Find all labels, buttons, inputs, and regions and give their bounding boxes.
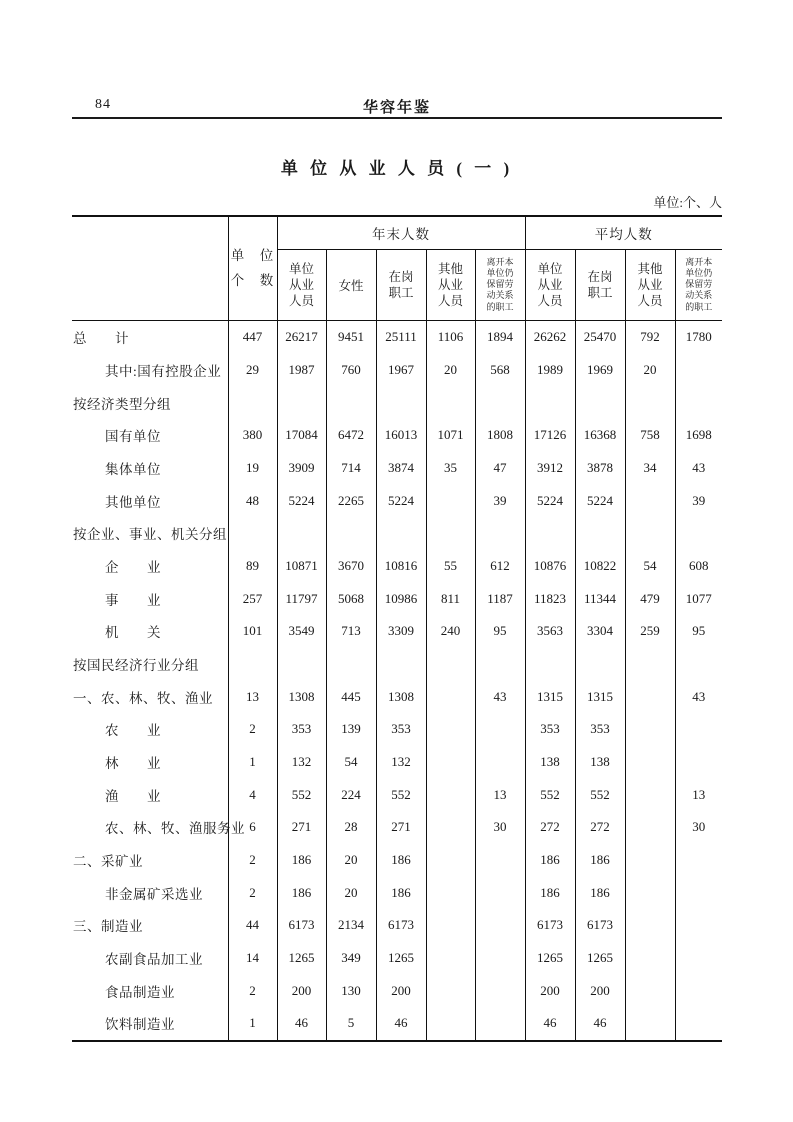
value-cell <box>426 517 475 550</box>
col-header-yearend-onduty <box>376 250 426 321</box>
value-cell <box>625 974 675 1007</box>
value-cell: 3563 <box>525 615 575 648</box>
col-header-label: 其他从业人员 <box>637 261 663 309</box>
value-cell: 130 <box>326 974 376 1007</box>
value-cell <box>625 844 675 877</box>
value-cell <box>426 484 475 517</box>
value-cell: 5224 <box>575 484 625 517</box>
value-cell: 760 <box>326 354 376 387</box>
value-cell <box>625 648 675 681</box>
row-label-cell: 农副食品加工业 <box>72 942 228 975</box>
table-row <box>72 484 722 517</box>
value-cell: 1987 <box>277 354 326 387</box>
col-header-yearend-employees <box>277 250 326 321</box>
value-cell: 186 <box>277 844 326 877</box>
value-cell: 44 <box>228 909 277 942</box>
value-cell: 25111 <box>376 321 426 354</box>
row-label-cell: 渔 业 <box>72 778 228 811</box>
table-row <box>72 550 722 583</box>
value-cell <box>426 1007 475 1041</box>
row-label-cell: 机 关 <box>72 615 228 648</box>
row-label-cell: 二、采矿业 <box>72 844 228 877</box>
col-header-average-employees <box>525 250 575 321</box>
col-header-yearend-other <box>426 250 475 321</box>
col-header-label: 离开本单位仍保留劳动关系的职工 <box>685 256 713 312</box>
value-cell: 6472 <box>326 419 376 452</box>
value-cell: 20 <box>326 844 376 877</box>
value-cell <box>426 844 475 877</box>
col-header-label: 单位从业人员 <box>537 261 563 309</box>
value-cell: 39 <box>675 484 722 517</box>
row-label-cell: 农、林、牧、渔服务业 <box>72 811 228 844</box>
value-cell <box>426 909 475 942</box>
table-row <box>72 1007 722 1041</box>
value-cell <box>228 386 277 419</box>
value-cell: 6173 <box>525 909 575 942</box>
value-cell: 20 <box>326 876 376 909</box>
value-cell: 4 <box>228 778 277 811</box>
row-label-cell: 集体单位 <box>72 452 228 485</box>
value-cell <box>625 713 675 746</box>
value-cell <box>475 844 525 877</box>
value-cell: 16013 <box>376 419 426 452</box>
value-cell <box>426 942 475 975</box>
value-cell: 34 <box>625 452 675 485</box>
value-cell: 1265 <box>277 942 326 975</box>
average-group-header: 平均人数 <box>525 216 722 250</box>
value-cell <box>426 648 475 681</box>
value-cell: 2 <box>228 876 277 909</box>
value-cell <box>326 648 376 681</box>
value-cell: 1 <box>228 746 277 779</box>
value-cell <box>675 876 722 909</box>
value-cell: 3304 <box>575 615 625 648</box>
value-cell: 28 <box>326 811 376 844</box>
value-cell: 1308 <box>277 680 326 713</box>
row-label-cell: 按国民经济行业分组 <box>72 648 228 681</box>
value-cell <box>426 974 475 1007</box>
value-cell <box>675 942 722 975</box>
value-cell: 2134 <box>326 909 376 942</box>
value-cell: 13 <box>675 778 722 811</box>
value-cell: 259 <box>625 615 675 648</box>
table-row <box>72 615 722 648</box>
value-cell: 792 <box>625 321 675 354</box>
row-label-cell: 事 业 <box>72 582 228 615</box>
value-cell: 25470 <box>575 321 625 354</box>
value-cell: 17126 <box>525 419 575 452</box>
table-body <box>72 321 722 1041</box>
value-cell: 3874 <box>376 452 426 485</box>
value-cell: 2265 <box>326 484 376 517</box>
value-cell: 200 <box>277 974 326 1007</box>
col-header-average-onduty <box>575 250 625 321</box>
value-cell: 479 <box>625 582 675 615</box>
row-label-cell: 非金属矿采选业 <box>72 876 228 909</box>
value-cell: 10816 <box>376 550 426 583</box>
corner-cell <box>72 216 228 321</box>
value-cell <box>376 517 426 550</box>
value-cell: 1967 <box>376 354 426 387</box>
value-cell: 54 <box>326 746 376 779</box>
value-cell: 139 <box>326 713 376 746</box>
table-row <box>72 811 722 844</box>
value-cell: 132 <box>376 746 426 779</box>
unit-count-line2: 个 数 <box>230 272 275 288</box>
col-header-label: 其他从业人员 <box>437 261 463 309</box>
value-cell: 3909 <box>277 452 326 485</box>
book-title: 华容年鉴 <box>362 100 431 116</box>
value-cell: 29 <box>228 354 277 387</box>
row-label-cell: 林 业 <box>72 746 228 779</box>
value-cell <box>675 354 722 387</box>
row-label-cell: 其中:国有控股企业 <box>72 354 228 387</box>
value-cell: 271 <box>376 811 426 844</box>
table-row <box>72 354 722 387</box>
value-cell <box>326 386 376 419</box>
unit-count-line1: 单 位 <box>230 248 275 264</box>
value-cell: 447 <box>228 321 277 354</box>
value-cell: 10986 <box>376 582 426 615</box>
value-cell: 445 <box>326 680 376 713</box>
unit-count-header <box>228 216 277 321</box>
value-cell: 9451 <box>326 321 376 354</box>
value-cell: 43 <box>675 680 722 713</box>
value-cell: 16368 <box>575 419 625 452</box>
value-cell <box>475 648 525 681</box>
table-row <box>72 648 722 681</box>
col-header-label: 女性 <box>338 279 364 293</box>
value-cell: 43 <box>475 680 525 713</box>
value-cell: 353 <box>525 713 575 746</box>
value-cell: 1969 <box>575 354 625 387</box>
row-label-cell: 其他单位 <box>72 484 228 517</box>
value-cell: 1308 <box>376 680 426 713</box>
value-cell <box>675 974 722 1007</box>
value-cell <box>625 778 675 811</box>
table-row <box>72 974 722 1007</box>
value-cell <box>277 517 326 550</box>
unit-note: 单位:个、人 <box>653 195 722 210</box>
col-header-yearend-left-retained <box>475 250 525 321</box>
value-cell: 1106 <box>426 321 475 354</box>
value-cell <box>525 648 575 681</box>
value-cell <box>475 746 525 779</box>
table-row <box>72 746 722 779</box>
col-header-label: 单位从业人员 <box>288 261 314 309</box>
value-cell <box>426 713 475 746</box>
value-cell: 186 <box>376 876 426 909</box>
value-cell: 46 <box>525 1007 575 1041</box>
row-label-cell: 按经济类型分组 <box>72 386 228 419</box>
row-label-cell: 饮料制造业 <box>72 1007 228 1041</box>
row-label-cell: 三、制造业 <box>72 909 228 942</box>
value-cell: 1698 <box>675 419 722 452</box>
value-cell <box>625 484 675 517</box>
value-cell: 1265 <box>525 942 575 975</box>
value-cell <box>625 386 675 419</box>
value-cell: 1894 <box>475 321 525 354</box>
table-row <box>72 713 722 746</box>
value-cell: 2 <box>228 713 277 746</box>
value-cell: 568 <box>475 354 525 387</box>
value-cell: 1187 <box>475 582 525 615</box>
value-cell <box>525 386 575 419</box>
row-label-cell: 总 计 <box>72 321 228 354</box>
table-row <box>72 452 722 485</box>
value-cell: 5224 <box>277 484 326 517</box>
value-cell: 713 <box>326 615 376 648</box>
value-cell <box>228 517 277 550</box>
value-cell: 101 <box>228 615 277 648</box>
value-cell: 612 <box>475 550 525 583</box>
table-row <box>72 942 722 975</box>
value-cell <box>475 517 525 550</box>
value-cell: 353 <box>376 713 426 746</box>
value-cell: 35 <box>426 452 475 485</box>
value-cell: 240 <box>426 615 475 648</box>
value-cell: 5224 <box>376 484 426 517</box>
row-label-cell: 食品制造业 <box>72 974 228 1007</box>
row-label-cell: 一、农、林、牧、渔业 <box>72 680 228 713</box>
row-label-cell: 农 业 <box>72 713 228 746</box>
table-row <box>72 582 722 615</box>
value-cell <box>426 778 475 811</box>
value-cell: 272 <box>525 811 575 844</box>
value-cell <box>675 648 722 681</box>
value-cell: 1808 <box>475 419 525 452</box>
value-cell: 30 <box>475 811 525 844</box>
value-cell <box>376 648 426 681</box>
value-cell: 43 <box>675 452 722 485</box>
value-cell: 186 <box>525 844 575 877</box>
value-cell <box>625 909 675 942</box>
value-cell: 39 <box>475 484 525 517</box>
table-row <box>72 909 722 942</box>
col-header-average-left-retained <box>675 250 722 321</box>
value-cell: 19 <box>228 452 277 485</box>
value-cell: 3670 <box>326 550 376 583</box>
value-cell: 200 <box>525 974 575 1007</box>
value-cell <box>625 680 675 713</box>
value-cell: 1780 <box>675 321 722 354</box>
value-cell: 5068 <box>326 582 376 615</box>
value-cell: 46 <box>277 1007 326 1041</box>
employees-table <box>72 215 722 1042</box>
value-cell <box>625 876 675 909</box>
value-cell <box>675 909 722 942</box>
value-cell: 20 <box>426 354 475 387</box>
value-cell: 552 <box>277 778 326 811</box>
value-cell: 3912 <box>525 452 575 485</box>
value-cell: 138 <box>575 746 625 779</box>
value-cell: 552 <box>376 778 426 811</box>
value-cell: 186 <box>575 876 625 909</box>
value-cell: 353 <box>277 713 326 746</box>
col-header-label: 在岗职工 <box>388 269 414 300</box>
value-cell: 353 <box>575 713 625 746</box>
value-cell: 13 <box>475 778 525 811</box>
value-cell: 47 <box>475 452 525 485</box>
table-row <box>72 419 722 452</box>
value-cell: 349 <box>326 942 376 975</box>
table-row <box>72 321 722 354</box>
value-cell: 10822 <box>575 550 625 583</box>
value-cell: 26217 <box>277 321 326 354</box>
value-cell <box>575 386 625 419</box>
value-cell: 3309 <box>376 615 426 648</box>
row-label-cell: 国有单位 <box>72 419 228 452</box>
table-row <box>72 386 722 419</box>
col-header-average-other <box>625 250 675 321</box>
value-cell: 1071 <box>426 419 475 452</box>
value-cell: 272 <box>575 811 625 844</box>
value-cell <box>426 386 475 419</box>
value-cell: 5 <box>326 1007 376 1041</box>
value-cell <box>525 517 575 550</box>
value-cell: 1315 <box>525 680 575 713</box>
value-cell: 811 <box>426 582 475 615</box>
value-cell <box>277 648 326 681</box>
value-cell: 224 <box>326 778 376 811</box>
value-cell: 552 <box>575 778 625 811</box>
value-cell: 46 <box>376 1007 426 1041</box>
value-cell: 10871 <box>277 550 326 583</box>
value-cell: 1077 <box>675 582 722 615</box>
col-header-label: 在岗职工 <box>587 269 613 300</box>
value-cell: 1265 <box>376 942 426 975</box>
value-cell <box>426 680 475 713</box>
table-title: 单 位 从 业 人 员 ( 一 ) <box>280 159 514 178</box>
value-cell: 1265 <box>575 942 625 975</box>
value-cell: 186 <box>525 876 575 909</box>
value-cell: 95 <box>675 615 722 648</box>
value-cell: 1 <box>228 1007 277 1041</box>
value-cell <box>426 811 475 844</box>
value-cell: 14 <box>228 942 277 975</box>
value-cell: 13 <box>228 680 277 713</box>
value-cell: 200 <box>376 974 426 1007</box>
table-row <box>72 844 722 877</box>
value-cell <box>675 844 722 877</box>
row-label-cell: 按企业、事业、机关分组 <box>72 517 228 550</box>
value-cell <box>625 942 675 975</box>
value-cell: 132 <box>277 746 326 779</box>
value-cell <box>625 1007 675 1041</box>
col-header-label: 离开本单位仍保留劳动关系的职工 <box>486 256 514 312</box>
value-cell <box>475 942 525 975</box>
header-rule <box>72 117 722 119</box>
value-cell: 186 <box>277 876 326 909</box>
value-cell <box>675 517 722 550</box>
value-cell <box>625 811 675 844</box>
value-cell: 54 <box>625 550 675 583</box>
value-cell: 200 <box>575 974 625 1007</box>
table-row <box>72 778 722 811</box>
value-cell <box>625 746 675 779</box>
value-cell: 552 <box>525 778 575 811</box>
yearend-group-header: 年末人数 <box>277 216 525 250</box>
value-cell <box>426 876 475 909</box>
group-header-row <box>72 216 722 250</box>
value-cell: 95 <box>475 615 525 648</box>
value-cell <box>475 713 525 746</box>
value-cell: 6 <box>228 811 277 844</box>
table-row <box>72 680 722 713</box>
value-cell: 11344 <box>575 582 625 615</box>
page-number: 84 <box>95 97 111 112</box>
table-row <box>72 517 722 550</box>
row-label-cell: 企 业 <box>72 550 228 583</box>
value-cell <box>228 648 277 681</box>
value-cell: 17084 <box>277 419 326 452</box>
value-cell: 1989 <box>525 354 575 387</box>
value-cell <box>475 876 525 909</box>
value-cell: 5224 <box>525 484 575 517</box>
value-cell: 20 <box>625 354 675 387</box>
value-cell: 11823 <box>525 582 575 615</box>
value-cell: 6173 <box>376 909 426 942</box>
table-header <box>72 216 722 321</box>
value-cell: 271 <box>277 811 326 844</box>
value-cell <box>625 517 675 550</box>
table-row <box>72 876 722 909</box>
value-cell <box>475 974 525 1007</box>
value-cell <box>675 713 722 746</box>
value-cell: 608 <box>675 550 722 583</box>
value-cell <box>475 909 525 942</box>
col-header-yearend-female <box>326 250 376 321</box>
value-cell: 10876 <box>525 550 575 583</box>
value-cell: 26262 <box>525 321 575 354</box>
value-cell: 30 <box>675 811 722 844</box>
value-cell: 257 <box>228 582 277 615</box>
value-cell: 46 <box>575 1007 625 1041</box>
value-cell <box>575 648 625 681</box>
value-cell: 11797 <box>277 582 326 615</box>
value-cell <box>475 1007 525 1041</box>
value-cell: 714 <box>326 452 376 485</box>
value-cell <box>675 1007 722 1041</box>
value-cell: 89 <box>228 550 277 583</box>
value-cell: 6173 <box>575 909 625 942</box>
value-cell: 758 <box>625 419 675 452</box>
value-cell: 138 <box>525 746 575 779</box>
value-cell: 48 <box>228 484 277 517</box>
value-cell: 3549 <box>277 615 326 648</box>
value-cell: 380 <box>228 419 277 452</box>
value-cell: 186 <box>575 844 625 877</box>
value-cell <box>675 746 722 779</box>
value-cell <box>575 517 625 550</box>
value-cell: 2 <box>228 844 277 877</box>
value-cell: 186 <box>376 844 426 877</box>
value-cell <box>326 517 376 550</box>
value-cell: 55 <box>426 550 475 583</box>
value-cell: 3878 <box>575 452 625 485</box>
value-cell <box>277 386 326 419</box>
value-cell: 1315 <box>575 680 625 713</box>
value-cell <box>475 386 525 419</box>
value-cell: 2 <box>228 974 277 1007</box>
value-cell <box>675 386 722 419</box>
value-cell <box>376 386 426 419</box>
value-cell <box>426 746 475 779</box>
value-cell: 6173 <box>277 909 326 942</box>
